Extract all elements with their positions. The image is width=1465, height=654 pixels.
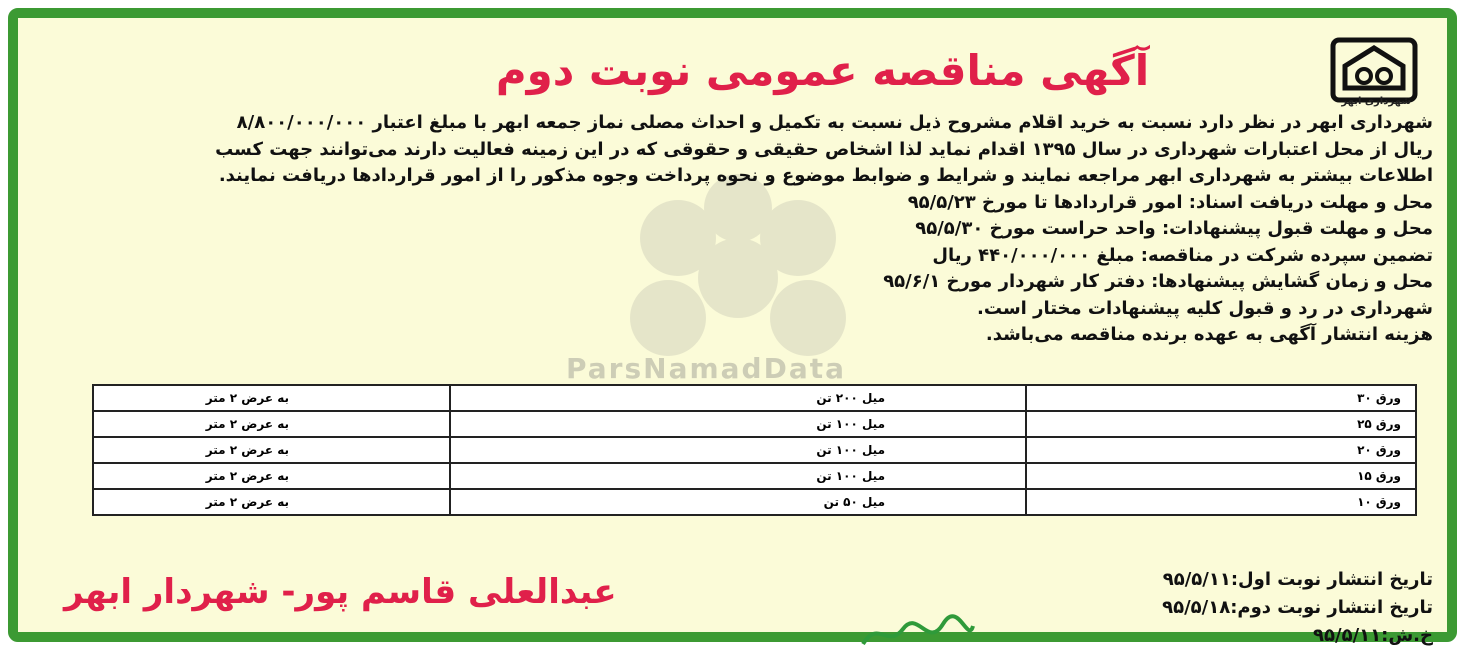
watermark-text: ParsNamadData: [566, 352, 846, 385]
second-publication-date: تاریخ انتشار نوبت دوم:۹۵/۵/۱۸: [1162, 597, 1433, 618]
sheet-cell: ورق ۱۰: [1026, 489, 1416, 515]
table-row: [93, 411, 1416, 437]
rebar-cell: میل ۱۰۰ تن: [450, 437, 1026, 463]
publication-dates: [1162, 566, 1433, 650]
width-cell: به عرض ۲ متر: [93, 385, 450, 411]
width-cell: به عرض ۲ متر: [93, 463, 450, 489]
logo-caption: شهرداری ابهر: [1341, 96, 1411, 107]
notice-body: [32, 110, 1433, 349]
sheet-cell: ورق ۲۵: [1026, 411, 1416, 437]
body-line: محل و مهلت دریافت اسناد: امور قراردادها تا مورخ ۹۵/۵/۲۳: [907, 191, 1433, 213]
notice-frame: [8, 8, 1457, 646]
table-row: [93, 463, 1416, 489]
sheet-cell: ورق ۲۰: [1026, 437, 1416, 463]
width-cell: به عرض ۲ متر: [93, 489, 450, 515]
notice-content: [18, 18, 1447, 646]
width-cell: به عرض ۲ متر: [93, 437, 450, 463]
table-row: [93, 489, 1416, 515]
sheet-cell: ورق ۳۰: [1026, 385, 1416, 411]
first-publication-date: تاریخ انتشار نوبت اول:۹۵/۵/۱۱: [1162, 569, 1433, 590]
body-line: هزینه انتشار آگهی به عهده برنده مناقصه می‌باشد.: [985, 324, 1433, 345]
items-table: [92, 384, 1417, 516]
table-row: [93, 385, 1416, 411]
body-line: تضمین سپرده شرکت در مناقصه: مبلغ ۴۴۰/۰۰۰/۰۰۰ ریال: [932, 244, 1433, 266]
rebar-cell: میل ۱۰۰ تن: [450, 411, 1026, 437]
handwritten-mark-icon: [858, 614, 978, 654]
body-line: ریال از محل اعتبارات شهرداری در سال ۱۳۹۵ اقدام نماید لذا اشخاص حقیقی و حقوقی که در این زمینه فعالیت دارند می‌توانند جهت کسب: [215, 138, 1433, 160]
body-line: اطلاعات بیشتر به شهرداری ابهر مراجعه نمایند و شرایط و ضوابط موضوع و نحوه پرداخت وجوه مذکور را از امور قراردادها دریافت نمایند.: [218, 165, 1433, 186]
rebar-cell: میل ۲۰۰ تن: [450, 385, 1026, 411]
reference-code: خ.ش:۹۵/۵/۱۱: [1313, 625, 1433, 646]
table-row: [93, 437, 1416, 463]
rebar-cell: میل ۵۰ تن: [450, 489, 1026, 515]
body-line: شهرداری در رد و قبول کلیه پیشنهادات مختار است.: [977, 297, 1433, 319]
body-line: شهرداری ابهر در نظر دارد نسبت به خرید اقلام مشروح ذیل نسبت به تکمیل و احداث مصلی نماز جمعه ابهر با مبلغ اعتبار ۸/۸۰۰/۰۰۰/۰۰۰: [236, 112, 1433, 133]
rebar-cell: میل ۱۰۰ تن: [450, 463, 1026, 489]
body-line: محل و زمان گشایش پیشنهادها: دفتر کار شهردار مورخ ۹۵/۶/۱: [883, 271, 1433, 292]
mayor-signature: عبدالعلی قاسم پور- شهردار ابهر: [64, 572, 617, 612]
notice-title: آگهی مناقصه عمومی نوبت دوم: [495, 46, 1150, 95]
width-cell: به عرض ۲ متر: [93, 411, 450, 437]
body-line: محل و مهلت قبول پیشنهادات: واحد حراست مورخ ۹۵/۵/۳۰: [915, 218, 1433, 239]
sheet-cell: ورق ۱۵: [1026, 463, 1416, 489]
